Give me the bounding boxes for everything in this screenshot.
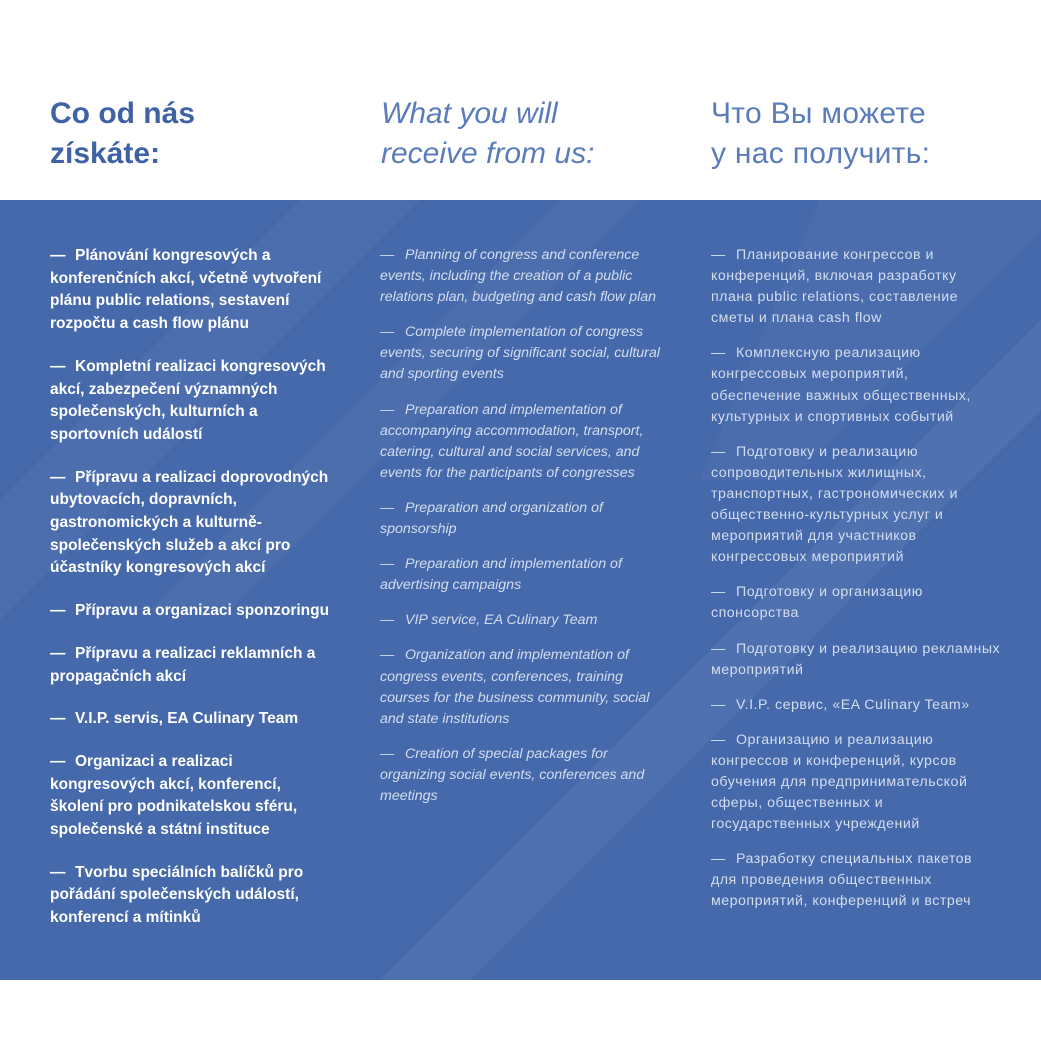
bullet-dash: — [380, 499, 395, 516]
list-item-ru [711, 442, 1001, 569]
list-item-en [380, 554, 670, 596]
blue-content-band [0, 200, 1041, 980]
bullet-dash: — [711, 345, 726, 362]
list-item-text: Разработку специальных пакетов для проведения общественных мероприятий, конференций и встреч [711, 851, 973, 910]
list-item-text: Complete implementation of congress events, securing of significant social, cultural and sporting events [380, 324, 660, 383]
list-item-text: Подготовку и реализацию рекламных мероприятий [711, 640, 1001, 678]
list-item-en [380, 498, 670, 540]
bullet-dash: — [711, 731, 726, 748]
list-item-ru [711, 245, 1001, 329]
list-russian [711, 245, 1001, 927]
list-item-ru [711, 695, 1001, 716]
bullet-dash: — [50, 602, 66, 620]
bullet-dash: — [50, 752, 66, 770]
bullet-dash: — [380, 745, 395, 762]
bullet-dash: — [711, 584, 726, 601]
bullet-dash: — [711, 696, 726, 713]
list-english [380, 245, 670, 821]
list-item-ru [711, 849, 1001, 912]
bullet-dash: — [50, 247, 66, 264]
list-item-ru [711, 343, 1001, 427]
bullet-dash: — [50, 468, 66, 486]
heading-russian [711, 94, 930, 174]
heading-english-line-2: receive from us: [381, 137, 595, 170]
bullet-dash: — [380, 401, 395, 418]
list-item-text: Preparation and implementation of advertising campaigns [380, 556, 622, 594]
list-item-text: Планирование конгрессов и конференций, включая разработку плана public relations, составление сметы и плана cash flow [711, 247, 959, 327]
list-item-text: Přípravu a realizaci reklamních a propagačních akcí [50, 644, 316, 685]
heading-czech-line-2: získáte: [50, 137, 161, 170]
bullet-dash: — [380, 556, 395, 573]
heading-english-line-1: What you will [381, 97, 558, 130]
bullet-dash: — [50, 863, 66, 881]
heading-english [381, 94, 594, 174]
heading-russian-line-2: у нас получить: [711, 137, 931, 170]
bullet-dash: — [380, 612, 395, 629]
bullet-dash: — [380, 247, 395, 263]
list-item-text: Planning of congress and conference events, including the creation of a public relations plan, budgeting and cash flow plan [380, 247, 657, 306]
list-item-ru [711, 582, 1001, 624]
list-item-en [380, 322, 670, 385]
bullet-dash: — [380, 324, 395, 341]
list-item-text: Kompletní realizaci kongresových akcí, zabezpečení významných společenských, kulturních a sportovních událostí [50, 357, 326, 443]
list-item-text: Plánování kongresových a konferenčních akcí, včetně vytvoření plánu public relations, sestavení rozpočtu a cash flow plánu [50, 247, 322, 333]
list-item-text: Přípravu a organizaci sponzoringu [75, 602, 330, 620]
list-czech [50, 245, 335, 950]
list-item-text: Organization and implementation of congress events, conferences, training courses for the business community, social and state institutions [380, 647, 650, 727]
list-item-text: Creation of special packages for organizing social events, conferences and meetings [380, 745, 645, 804]
list-item-en [380, 744, 670, 807]
list-item-text: Организацию и реализацию конгрессов и конференций, курсов обучения для предпринимательской сферы, общественных и государственных учреждений [711, 731, 968, 833]
list-item-cs [50, 245, 335, 336]
bullet-dash: — [711, 443, 726, 460]
list-item-text: Preparation and organization of sponsorship [380, 499, 603, 538]
list-item-text: Комплексную реализацию конгрессовых мероприятий, обеспечение важных общественных, культурных и спортивных событий [711, 345, 971, 425]
list-item-text: Preparation and implementation of accompanying accommodation, transport, catering, cultural and social services, and events for the participants of congresses [380, 401, 644, 481]
list-item-text: Přípravu a realizaci doprovodných ubytovacích, dopravních, gastronomických a kulturně-společenských služeb a akcí pro účastníky kongresových akcí [50, 468, 329, 577]
bullet-dash: — [711, 640, 726, 657]
list-item-text: VIP service, EA Culinary Team [405, 612, 598, 629]
list-item-text: Tvorbu speciálních balíčků pro pořádání společenských událostí, konferencí a mítinků [50, 863, 304, 927]
bullet-dash: — [380, 647, 395, 664]
list-item-ru [711, 639, 1001, 681]
list-item-text: V.I.P. сервис, «EA Culinary Team» [736, 696, 970, 713]
list-item-text: Organizaci a realizaci kongresových akcí, konferencí, školení pro podnikatelskou sféru, společenské a státní instituce [50, 752, 298, 839]
list-item-cs [50, 467, 335, 581]
list-item-en [380, 610, 670, 631]
list-item-text: Подготовку и реализацию сопроводительных жилищных, транспортных, гастрономических и общественно-культурных услуг и мероприятий для участников конгрессовых мероприятий [711, 443, 958, 566]
list-item-cs [50, 708, 335, 731]
heading-russian-line-1: Что Вы можете [711, 97, 927, 130]
list-item-text: V.I.P. servis, EA Culinary Team [75, 710, 299, 728]
list-item-ru [711, 730, 1001, 835]
list-item-cs [50, 751, 335, 842]
bullet-dash: — [50, 357, 66, 375]
list-item-cs [50, 356, 335, 447]
list-item-cs [50, 862, 335, 930]
list-item-en [380, 645, 670, 729]
list-item-cs [50, 600, 335, 623]
list-item-en [380, 245, 670, 308]
heading-czech-line-1: Co od nás [50, 97, 196, 130]
list-item-text: Подготовку и организацию спонсорства [711, 584, 923, 622]
bullet-dash: — [50, 710, 66, 728]
heading-czech [50, 94, 195, 174]
bullet-dash: — [50, 644, 66, 662]
bullet-dash: — [711, 247, 726, 263]
list-item-en [380, 400, 670, 484]
list-item-cs [50, 643, 335, 688]
bullet-dash: — [711, 851, 726, 868]
